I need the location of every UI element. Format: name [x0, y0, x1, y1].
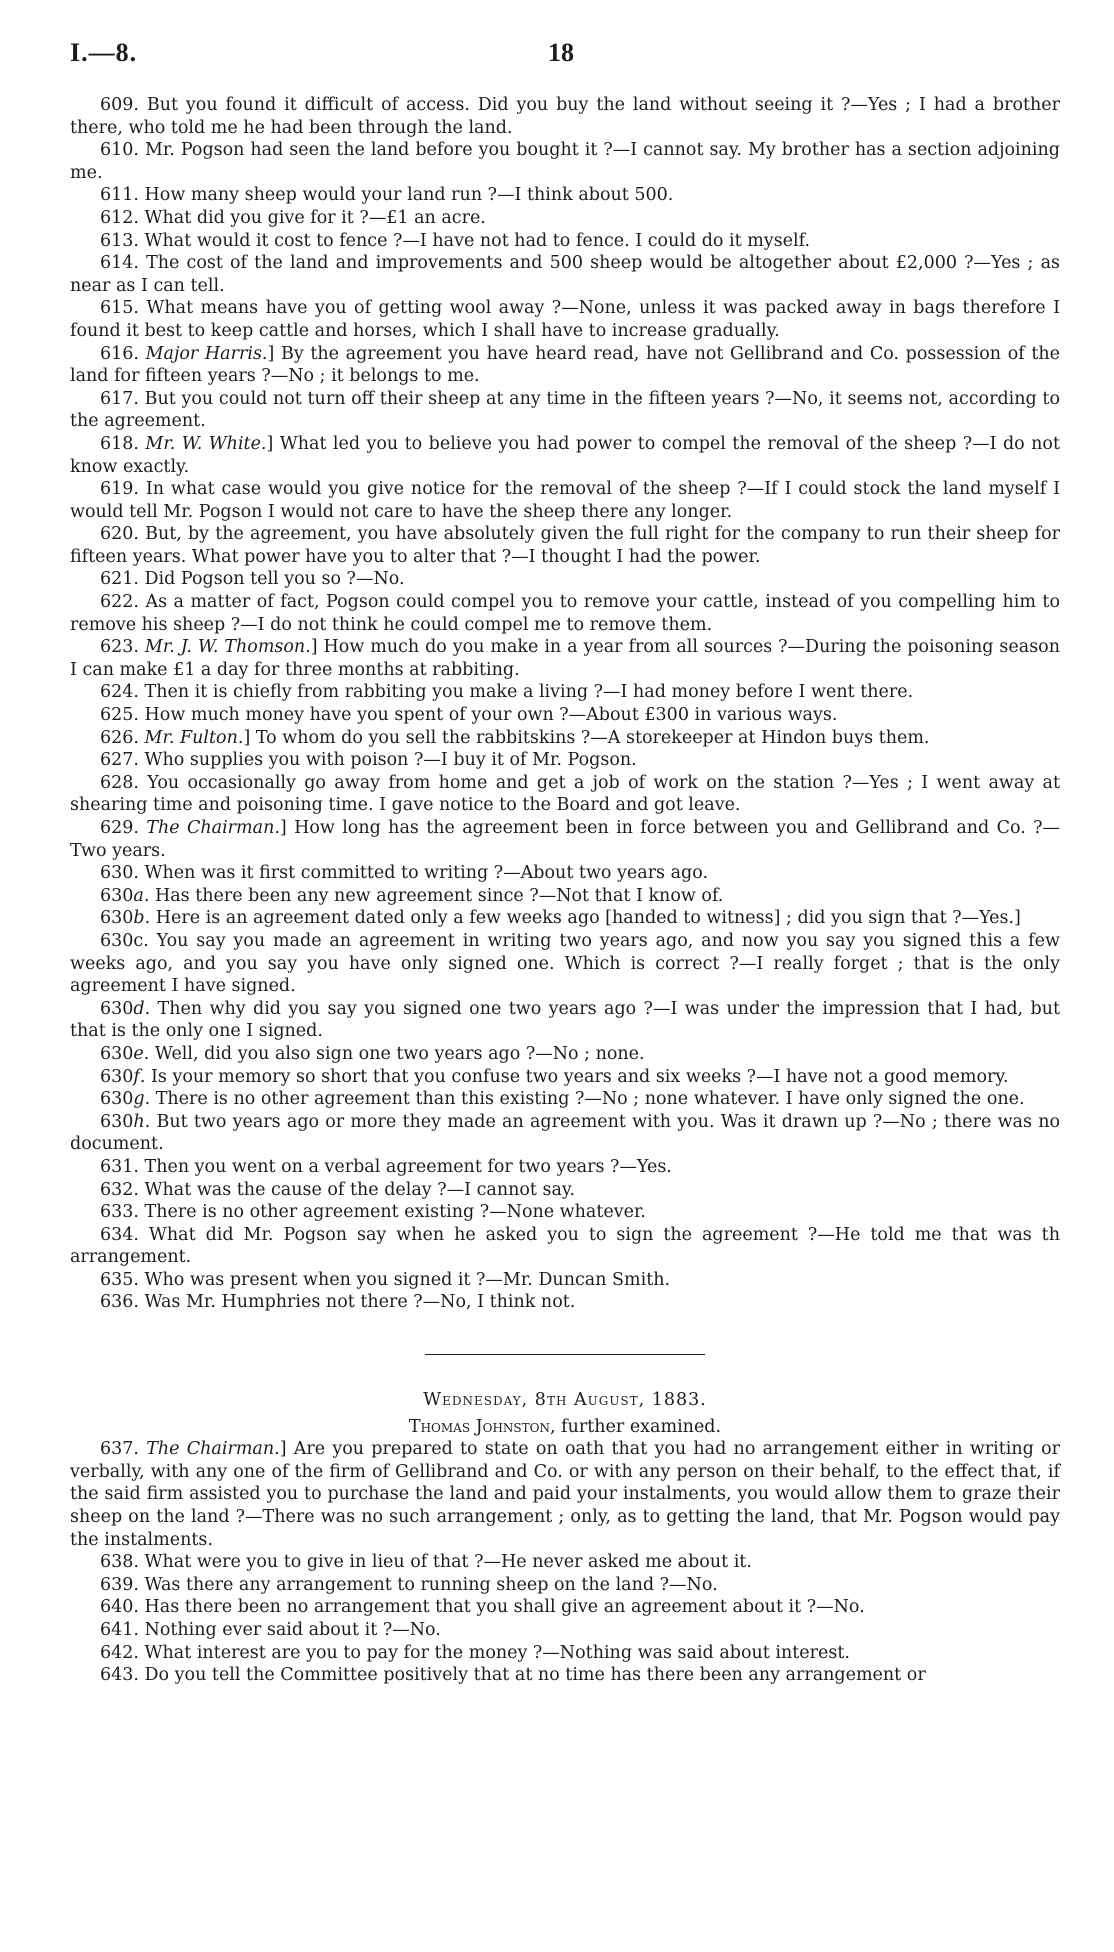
qa-speaker: The Chairman. [146, 1439, 280, 1460]
qa-speaker: Mr. Fulton. [144, 727, 244, 748]
question-answer [70, 1201, 1060, 1224]
qa-text: 617. But you could not turn off their sheep at any time in the fifteen years ?—No, it seems not, according to the agreement. [70, 388, 1060, 432]
question-answer [70, 139, 1060, 184]
qa-text-cont: . Well, did you also sign one two years ago ?—No ; none. [143, 1043, 645, 1064]
qa-text: 625. How much money have you spent of your own ?—About £300 in various ways. [100, 705, 838, 726]
qa-text: 634. What did Mr. Pogson say when he asked you to sign the agreement ?—He told me that was th arrangement. [70, 1224, 1060, 1268]
qa-text-cont: ] By the agreement you have heard read, have not Gellibrand and Co. possession of the land for fifteen years ?—No ; it belongs to me. [70, 343, 1061, 387]
qa-text: 627. Who supplies you with poison ?—I buy it of Mr. Pogson. [100, 750, 637, 771]
qa-speaker: f [133, 1066, 140, 1087]
evidence-body [70, 94, 1060, 1687]
evidence-section-2 [70, 1438, 1060, 1687]
question-answer [70, 297, 1060, 342]
question-answer [70, 1551, 1060, 1574]
page-number: 18 [548, 38, 574, 67]
qa-text-cont: . Has there been any new agreement since ?—Not that I know of. [143, 885, 724, 906]
qa-text: 637. [100, 1439, 147, 1460]
question-answer [70, 862, 1060, 885]
qa-speaker: a [133, 885, 144, 906]
document-reference: I.—8. [70, 38, 138, 67]
question-answer [70, 1043, 1060, 1066]
question-answer [70, 1438, 1060, 1551]
qa-text: 610. Mr. Pogson had seen the land before you bought it ?—I cannot say. My brother has a section adjoining me. [70, 140, 1060, 183]
qa-text: 630c. You say you made an agreement in writing two years ago, and now you say you signed this a few weeks ago, and you say you have only signed one. Which is correct ?—I really forget ; that is the only agreement I have signed. [70, 930, 1060, 997]
question-answer [70, 207, 1060, 230]
question-answer [70, 636, 1060, 681]
qa-speaker: Major Harris. [145, 343, 268, 364]
qa-text: 620. But, by the agreement, you have absolutely given the full right for the company to run their sheep for fifteen years. What power have you to alter that ?—I thought I had the power. [70, 524, 1060, 567]
question-answer [70, 1179, 1060, 1202]
section-divider [425, 1354, 705, 1355]
qa-speaker: d [133, 998, 145, 1019]
question-answer [70, 1269, 1060, 1292]
qa-text: 630. When was it first committed to writing ?—About two years ago. [100, 863, 709, 884]
qa-text: 630 [100, 1043, 134, 1064]
qa-text-cont: ] Are you prepared to state on oath that you had no arrangement either in writing or verbally, with any one of the firm of Gellibrand and Co. or with any person on their behalf, to the effect that, if the said firm assisted you to purchase the land and paid your instalments, you would allow them to graze their sheep on the land ?—There was no such arrangement ; only, as to getting the land, that Mr. Pogson would pay the instalments. [70, 1439, 1061, 1550]
qa-text: 633. There is no other agreement existing ?—None whatever. [100, 1202, 646, 1223]
document-page [70, 34, 1060, 1687]
qa-text-cont: . But two years ago or more they made an agreement with you. Was it drawn up ?—No ; there was no document. [70, 1111, 1060, 1155]
evidence-section-1 [70, 94, 1060, 1314]
qa-text: 618. [100, 433, 146, 454]
qa-text: 609. But you found it difficult of access. Did you buy the land without seeing it ?—Yes ; I had a brother there, who told me he had been through the land. [70, 95, 1060, 138]
question-answer [70, 1111, 1060, 1156]
question-answer [70, 1156, 1060, 1179]
qa-text-cont: ] How long has the agreement been in force between you and Gellibrand and Co. ?—Two years. [70, 818, 1061, 861]
qa-text: 619. In what case would you give notice for the removal of the sheep ?—If I could stock the land myself I would tell Mr. Pogson I would not care to have the sheep there any longer. [70, 479, 1060, 522]
page-header [70, 34, 1060, 78]
qa-speaker: e [133, 1043, 144, 1064]
qa-text: 612. What did you give for it ?—£1 an acre. [100, 207, 486, 228]
witness-status: further examined. [555, 1416, 722, 1437]
question-answer [70, 907, 1060, 930]
question-answer [70, 478, 1060, 523]
qa-text: 630 [100, 1066, 134, 1087]
question-answer [70, 1619, 1060, 1642]
qa-text: 623. [100, 637, 145, 658]
qa-text-cont: ] How much do you make in a year from all sources ?—During the poisoning season I can make £1 a day for three months at rabbiting. [70, 637, 1060, 680]
qa-text: 616. [100, 343, 146, 364]
question-answer [70, 1596, 1060, 1619]
qa-speaker: The Chairman. [146, 818, 280, 838]
qa-speaker: b [133, 908, 145, 929]
qa-text: 639. Was there any arrangement to running sheep on the land ?—No. [100, 1574, 718, 1595]
question-answer [70, 591, 1060, 636]
question-answer [70, 230, 1060, 253]
qa-text: 628. You occasionally go away from home and get a job of work on the station ?—Yes ; I went away at shearing time and poisoning time. I gave notice to the Board and got leave. [70, 772, 1060, 816]
qa-text: 630 [100, 1089, 134, 1110]
qa-speaker: Mr. W. White. [145, 433, 267, 454]
question-answer [70, 388, 1060, 433]
qa-text-cont: . Is your memory so short that you confuse two years and six weeks ?—I have not a good memory. [139, 1066, 1009, 1087]
qa-speaker: h [133, 1111, 145, 1132]
question-answer [70, 94, 1060, 139]
qa-speaker: g [133, 1089, 145, 1110]
question-answer [70, 568, 1060, 591]
question-answer [70, 885, 1060, 908]
qa-text: 630 [100, 885, 134, 906]
qa-text: 640. Has there been no arrangement that you shall give an agreement about it ?—No. [100, 1597, 865, 1618]
qa-text: 631. Then you went on a verbal agreement for two years ?—Yes. [100, 1156, 672, 1177]
qa-text: 636. Was Mr. Humphries not there ?—No, I think not. [100, 1292, 576, 1313]
question-answer [70, 749, 1060, 772]
qa-text: 622. As a matter of fact, Pogson could compel you to remove your cattle, instead of you compelling him to remove his sheep ?—I do not think he could compel me to remove them. [70, 592, 1060, 635]
question-answer [70, 772, 1060, 817]
question-answer [70, 998, 1060, 1043]
qa-text: 613. What would it cost to fence ?—I have not had to fence. I could do it myself. [100, 230, 811, 251]
qa-text: 638. What were you to give in lieu of that ?—He never asked me about it. [100, 1552, 752, 1573]
question-answer [70, 681, 1060, 704]
question-answer [70, 727, 1060, 750]
qa-text: 614. The cost of the land and improvements and 500 sheep would be altogether about £2,000 ?—Yes ; as near as I can tell. [70, 253, 1060, 296]
question-answer [70, 704, 1060, 727]
question-answer [70, 433, 1060, 478]
qa-text: 615. What means have you of getting wool away ?—None, unless it was packed away in bags therefore I found it best to keep cattle and horses, which I shall have to increase gradually. [70, 298, 1060, 341]
qa-text: 630 [100, 998, 134, 1019]
qa-text: 642. What interest are you to pay for the money ?—Nothing was said about interest. [100, 1642, 850, 1663]
qa-speaker: Mr. J. W. Thomson. [144, 637, 311, 658]
qa-text-cont: ] To whom do you sell the rabbitskins ?—A storekeeper at Hindon buys them. [243, 727, 930, 748]
question-answer [70, 930, 1060, 998]
qa-text: 635. Who was present when you signed it ?—Mr. Duncan Smith. [100, 1269, 671, 1290]
question-answer [70, 1088, 1060, 1111]
qa-text: 624. Then it is chiefly from rabbiting you make a living ?—I had money before I went there. [100, 682, 914, 703]
question-answer [70, 1224, 1060, 1269]
question-answer [70, 252, 1060, 297]
question-answer [70, 523, 1060, 568]
qa-text: 643. Do you tell the Committee positively that at no time has there been any arrangement or [100, 1665, 926, 1686]
question-answer [70, 1291, 1060, 1314]
qa-text: 621. Did Pogson tell you so ?—No. [100, 569, 405, 590]
question-answer [70, 343, 1060, 388]
question-answer [70, 1574, 1060, 1597]
qa-text: 629. [100, 818, 147, 838]
qa-text: 630 [100, 908, 134, 929]
qa-text: 611. How many sheep would your land run ?—I think about 500. [100, 185, 674, 206]
qa-text-cont: . Then why did you say you signed one two years ago ?—I was under the impression that I had, but that is the only one I signed. [70, 998, 1060, 1042]
qa-text: 630 [100, 1111, 134, 1132]
qa-text-cont: ] What led you to believe you had power to compel the removal of the sheep ?—I do not know exactly. [70, 433, 1060, 477]
question-answer [70, 184, 1060, 207]
witness-heading [70, 1416, 1060, 1439]
date-heading: Wednesday, 8th August, 1883. [423, 1390, 707, 1411]
qa-text: 626. [100, 727, 145, 748]
qa-text-cont: . Here is an agreement dated only a few weeks ago [handed to witness] ; did you sign that ?—Yes.] [144, 908, 1021, 929]
question-answer [70, 817, 1060, 862]
question-answer [70, 1664, 1060, 1687]
question-answer [70, 1066, 1060, 1089]
question-answer [70, 1642, 1060, 1665]
qa-text: 641. Nothing ever said about it ?—No. [100, 1620, 441, 1640]
witness-name: Thomas Johnston, [408, 1416, 556, 1437]
qa-text: 632. What was the cause of the delay ?—I cannot say. [100, 1179, 576, 1200]
qa-text-cont: . There is no other agreement than this existing ?—No ; none whatever. I have only signed the one. [144, 1089, 1025, 1110]
